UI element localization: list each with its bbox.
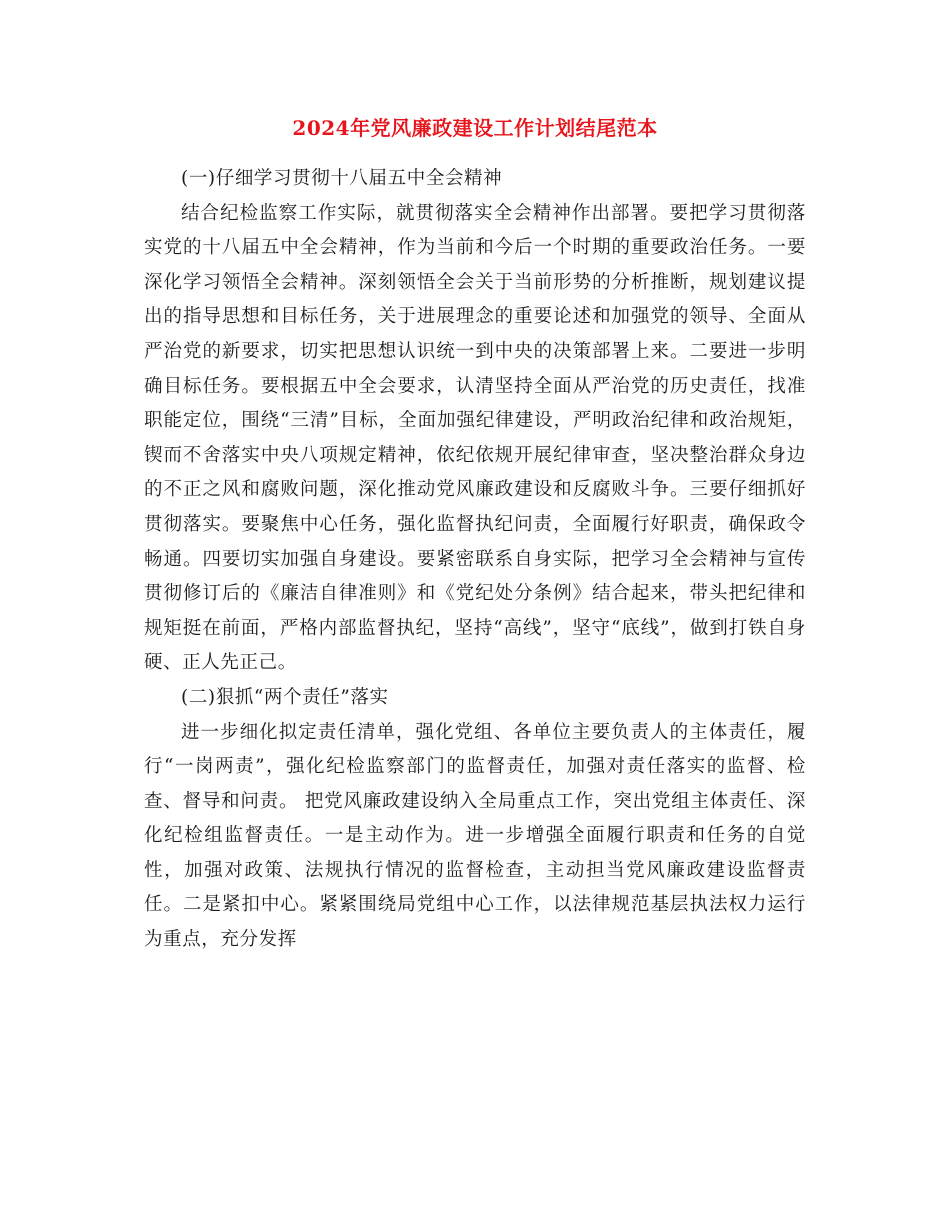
document-page — [144, 108, 806, 958]
section-body-1: 结合纪检监察工作实际，就贯彻落实全会精神作出部署。要把学习贯彻落实党的十八届五中全会精神，作为当前和今后一个时期的重要政治任务。一要深化学习领悟全会精神。深刻领悟全会关于当前形势的分析推断，规划建议提出的指导思想和目标任务，关于进展理念的重要论述和加强党的领导、全面从严治党的新要求，切实把思想认识统一到中央的决策部署上来。二要进一步明确目标任务。要根据五中全会要求，认清坚持全面从严治党的历史责任，找准职能定位，围绕“三清”目标，全面加强纪律建设，严明政治纪律和政治规矩，锲而不舍落实中央八项规定精神，依纪依规开展纪律审查，坚决整治群众身边的不正之风和腐败问题，深化推动党风廉政建设和反腐败斗争。三要仔细抓好贯彻落实。要聚焦中心任务，强化监督执纪问责，全面履行好职责，确保政令畅通。四要切实加强自身建设。要紧密联系自身实际，把学习全会精神与宣传贯彻修订后的《廉洁自律准则》和《党纪处分条例》结合起来，带头把纪律和规矩挺在前面，严格内部监督执纪，坚持“高线”，坚守“底线”，做到打铁自身硬、正人先正己。 — [144, 202, 806, 674]
document-title: 2024年党风廉政建设工作计划结尾范本 — [292, 116, 658, 140]
section-body-2: 进一步细化拟定责任清单，强化党组、各单位主要负责人的主体责任，履行“一岗两责”，强化纪检监察部门的监督责任，加强对责任落实的监督、检查、督导和问责。 把党风廉政建设纳入全局重点工作，突出党组主体责任、深化纪检组监督责任。一是主动作为。进一步增强全面履行职责和任务的自觉性，加强对政策、法规执行情况的监督检查，主动担当党风廉政建设监督责任。二是紧扣中心。紧紧围绕局党组中心工作，以法律规范基层执法权力运行为重点，充分发挥 — [144, 721, 806, 951]
section-heading-1: (一)仔细学习贯彻十八届五中全会精神 — [181, 168, 503, 189]
section-heading-2: (二)狠抓“两个责任”落实 — [181, 686, 389, 708]
